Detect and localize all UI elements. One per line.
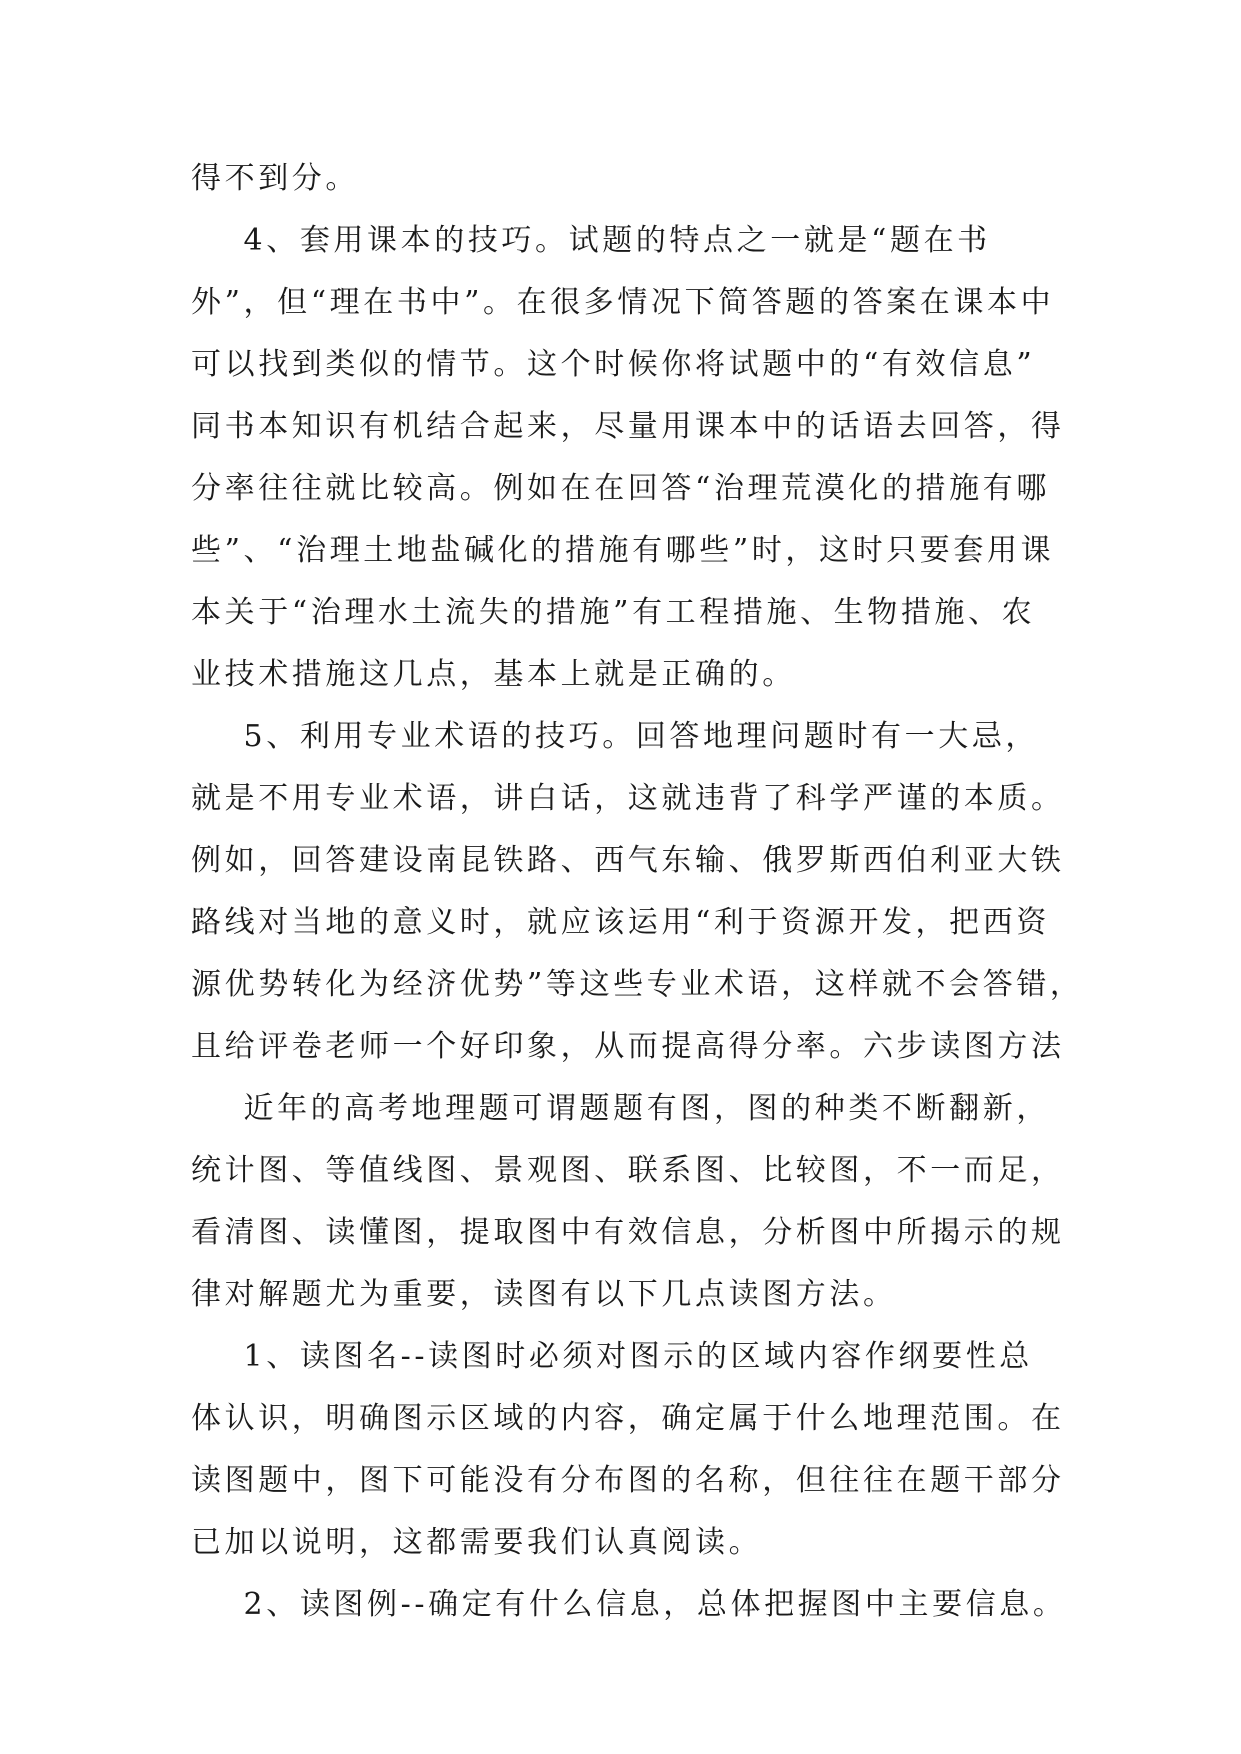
text-line: 统计图、等值线图、景观图、联系图、比较图，不一而足， — [191, 1153, 1065, 1188]
text-line: 已加以说明，这都需要我们认真阅读。 — [191, 1525, 763, 1560]
text-line: 律对解题尤为重要，读图有以下几点读图方法。 — [191, 1277, 897, 1312]
text-line: 外”，但“理在书中”。在很多情况下简答题的答案在课本中 — [191, 285, 1055, 320]
text-line: 读图题中，图下可能没有分布图的名称，但往往在题干部分 — [191, 1463, 1065, 1498]
text-line: 分率往往就比较高。例如在在回答“治理荒漠化的措施有哪 — [191, 471, 1050, 506]
text-line: 可以找到类似的情节。这个时候你将试题中的“有效信息” — [191, 347, 1036, 382]
text-line: 4、套用课本的技巧。试题的特点之一就是“题在书 — [191, 223, 991, 258]
text-line: 看清图、读懂图，提取图中有效信息，分析图中所揭示的规 — [191, 1215, 1065, 1250]
text-line: 就是不用专业术语，讲白话，这就违背了科学严谨的本质。 — [191, 781, 1065, 816]
text-line: 2、读图例--确定有什么信息，总体把握图中主要信息。 — [191, 1587, 1067, 1622]
text-line: 例如，回答建设南昆铁路、西气东输、俄罗斯西伯利亚大铁 — [191, 843, 1065, 878]
text-line: 体认识，明确图示区域的内容，确定属于什么地理范围。在 — [191, 1401, 1065, 1436]
text-line: 本关于“治理水土流失的措施”有工程措施、生物措施、农 — [191, 595, 1036, 630]
text-line: 且给评卷老师一个好印象，从而提高得分率。六步读图方法 — [191, 1029, 1065, 1064]
document-body — [191, 148, 1084, 1636]
text-line: 得不到分。 — [191, 161, 359, 196]
text-line: 路线对当地的意义时，就应该运用“利于资源开发，把西资 — [191, 905, 1050, 940]
text-line: 些”、“治理土地盐碱化的措施有哪些”时，这时只要套用课 — [191, 533, 1055, 568]
text-line: 近年的高考地理题可谓题题有图，图的种类不断翻新， — [191, 1091, 1050, 1126]
text-line: 源优势转化为经济优势”等这些专业术语，这样就不会答错， — [191, 967, 1084, 1002]
text-line: 业技术措施这几点，基本上就是正确的。 — [191, 657, 796, 692]
text-line: 同书本知识有机结合起来，尽量用课本中的话语去回答，得 — [191, 409, 1065, 444]
text-line: 1、读图名--读图时必须对图示的区域内容作纲要性总 — [191, 1339, 1033, 1374]
text-line: 5、利用专业术语的技巧。回答地理问题时有一大忌， — [191, 719, 1040, 754]
